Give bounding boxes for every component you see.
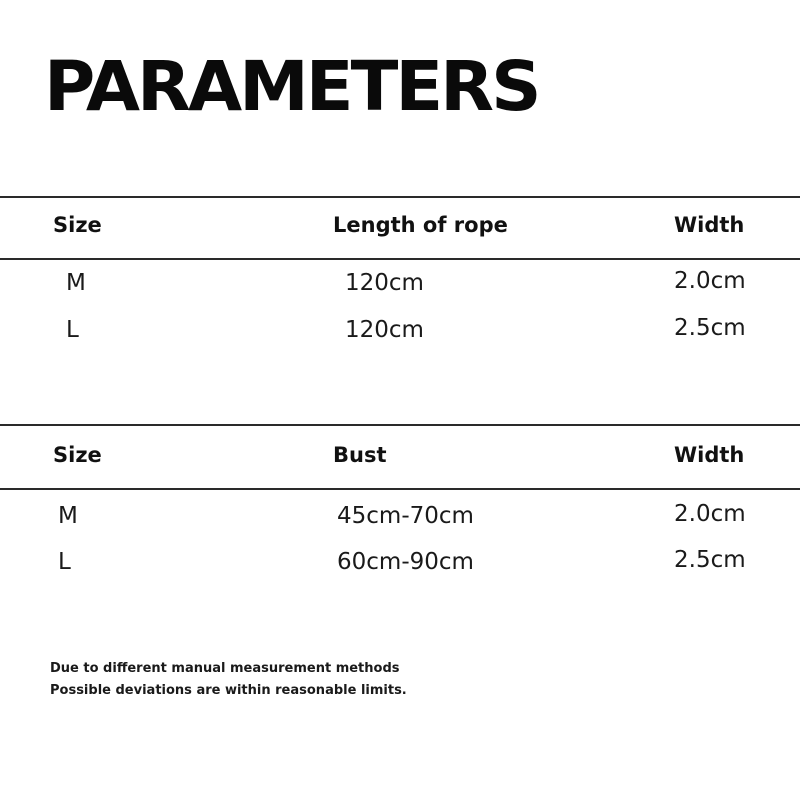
table1-row2-width: 2.5cm [674, 315, 746, 341]
table1-row2-size: L [66, 317, 79, 343]
table1-row2-length: 120cm [345, 317, 424, 343]
table1-header-length: Length of rope [333, 213, 508, 237]
table2-header-width: Width [674, 443, 745, 467]
table1-row1-length: 120cm [345, 270, 424, 296]
table1-header-rule [0, 258, 800, 260]
table2-row2-width: 2.5cm [674, 547, 746, 573]
table2-header-size: Size [53, 443, 102, 467]
table2-header-rule [0, 488, 800, 490]
table1-top-rule [0, 196, 800, 198]
table2-row1-size: M [58, 503, 78, 529]
table2-row1-bust: 45cm-70cm [337, 503, 474, 529]
table2-row1-width: 2.0cm [674, 501, 746, 527]
table1-row1-width: 2.0cm [674, 268, 746, 294]
table1-header-size: Size [53, 213, 102, 237]
table2-header-bust: Bust [333, 443, 387, 467]
table2-row2-size: L [58, 549, 71, 575]
page-title: PARAMETERS [44, 46, 539, 127]
table2-row2-bust: 60cm-90cm [337, 549, 474, 575]
table1-row1-size: M [66, 270, 86, 296]
table2-top-rule [0, 424, 800, 426]
note-deviations: Possible deviations are within reasonable limits. [50, 683, 407, 698]
note-measurement-methods: Due to different manual measurement methods [50, 661, 400, 676]
table1-header-width: Width [674, 213, 745, 237]
